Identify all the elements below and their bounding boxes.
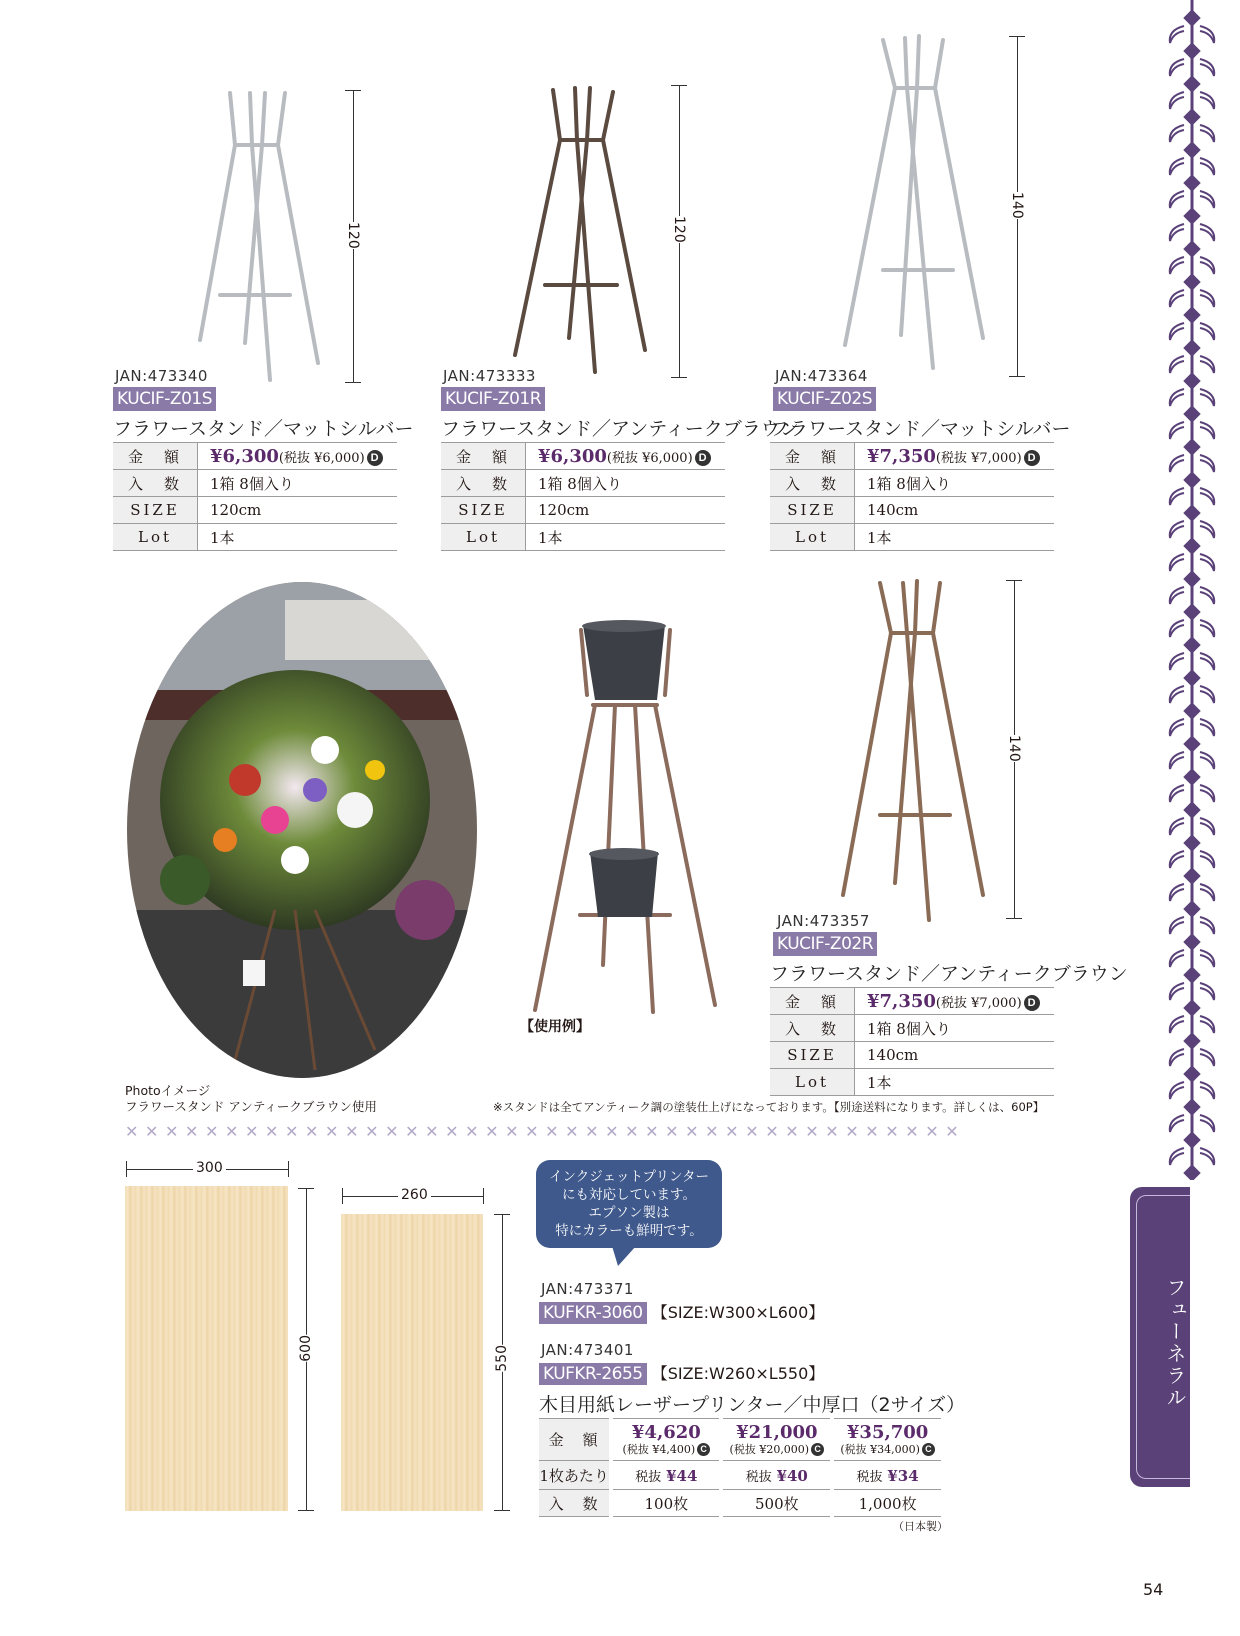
product-code: KUCIF-Z01S <box>113 387 216 411</box>
dim-label: 550 <box>494 1345 510 1372</box>
label: 入 数 <box>770 1015 855 1042</box>
ornament-scroll <box>1200 257 1214 274</box>
ornament-scroll <box>1200 26 1214 43</box>
ornament-diamond <box>1184 1132 1200 1148</box>
spec-table <box>441 442 725 551</box>
ornament-diamond <box>1184 1000 1200 1016</box>
label: 金 額 <box>113 443 198 470</box>
ornament-scroll <box>1170 620 1184 637</box>
ornament-scroll <box>1170 26 1184 43</box>
ornament-scroll <box>1200 950 1214 967</box>
size: 120cm <box>526 497 726 524</box>
tax-price: (税抜 ¥7,000) <box>935 995 1022 1011</box>
bubble-line: にも対応しています。 <box>562 1187 696 1203</box>
dim-tick <box>1006 580 1022 581</box>
label: 金 額 <box>770 443 855 470</box>
jan-code: JAN:473364 <box>775 367 868 385</box>
info-bubble <box>536 1160 722 1248</box>
ornament-scroll <box>1200 158 1214 175</box>
ornament-scroll <box>1170 488 1184 505</box>
paper-code-row <box>539 1300 824 1324</box>
ornament-diamond <box>1184 769 1200 785</box>
ornament-scroll <box>1200 422 1214 439</box>
ornament-scroll <box>1170 92 1184 109</box>
bubble-line: エプソン製は <box>588 1205 670 1221</box>
ornament-scroll <box>1170 290 1184 307</box>
caption-line: フラワースタンド アンティークブラウン使用 <box>125 1099 377 1114</box>
label: Lot <box>113 524 198 551</box>
ornament-scroll <box>1170 851 1184 868</box>
size: 140cm <box>855 1042 1055 1069</box>
ornament-diamond <box>1184 439 1200 455</box>
size-spec: 【SIZE:W260×L550】 <box>651 1364 825 1383</box>
dim-label: 300 <box>193 1160 226 1176</box>
ornament-diamond <box>1184 274 1200 290</box>
ornament-scroll <box>1170 422 1184 439</box>
ornament-scroll <box>1200 752 1214 769</box>
price: ¥7,350 <box>867 990 936 1012</box>
ornament-scroll <box>1200 455 1214 472</box>
product-code: KUFKR-3060 <box>539 1302 647 1324</box>
ornament-diamond <box>1184 175 1200 191</box>
dim-label: 140 <box>1009 192 1025 219</box>
product-name: フラワースタンド／マットシルバー <box>113 418 414 440</box>
ornament-scroll <box>1170 1082 1184 1099</box>
ornament-scroll <box>1170 686 1184 703</box>
jan-code: JAN:473357 <box>777 912 870 930</box>
quantity: 500枚 <box>721 1490 832 1517</box>
ornament-diamond <box>1184 142 1200 158</box>
ornament-scroll <box>1170 884 1184 901</box>
dim-label: 120 <box>671 216 687 243</box>
tax-price: (税抜 ¥4,400) <box>622 1442 696 1456</box>
ornament-diamond <box>1184 967 1200 983</box>
spec-table <box>113 442 397 551</box>
product-code: KUCIF-Z01R <box>441 387 545 411</box>
price: ¥21,000 <box>736 1421 818 1443</box>
ornament-scroll <box>1170 1148 1184 1165</box>
photo-caption <box>125 1083 377 1115</box>
dim-tick <box>298 1188 314 1189</box>
price: ¥6,300 <box>538 445 607 467</box>
rank-badge: C <box>811 1443 824 1456</box>
ornament-scroll <box>1200 59 1214 76</box>
ornament-diamond <box>1184 1033 1200 1049</box>
paper-code-row <box>539 1361 824 1385</box>
bubble-line: 特にカラーも鮮明です。 <box>555 1223 703 1239</box>
ornament-scroll <box>1200 587 1214 604</box>
product-code: KUCIF-Z02R <box>773 932 877 956</box>
price: ¥35,700 <box>846 1421 929 1443</box>
ornament-diamond <box>1184 340 1200 356</box>
section-tab <box>1130 1187 1190 1487</box>
ornament-diamond <box>1184 76 1200 92</box>
ornament-scroll <box>1200 1082 1214 1099</box>
ornament-scroll <box>1200 389 1214 406</box>
rank-badge: D <box>1024 450 1040 466</box>
stand-brown-120-image <box>505 80 665 380</box>
lot: 1本 <box>198 524 398 551</box>
ornament-scroll <box>1170 1016 1184 1033</box>
ornament-diamond <box>1184 241 1200 257</box>
price: ¥6,300 <box>210 445 279 467</box>
dim-tick <box>298 1510 314 1511</box>
ornament-scroll <box>1200 488 1214 505</box>
ornament-scroll <box>1200 1148 1214 1165</box>
ornament-scroll <box>1200 1016 1214 1033</box>
ornament-scroll <box>1200 521 1214 538</box>
ornament-diamond <box>1184 1165 1200 1180</box>
per-sheet-price: ¥44 <box>666 1466 698 1485</box>
wood-paper-large-image <box>125 1186 288 1511</box>
rank-badge: D <box>1024 995 1040 1011</box>
ornament-scroll <box>1200 884 1214 901</box>
flower-stand-photo <box>125 580 480 1080</box>
product-code: KUCIF-Z02S <box>773 387 876 411</box>
ornament-scroll <box>1200 719 1214 736</box>
ornament-diamond <box>1184 670 1200 686</box>
label: 入 数 <box>539 1490 611 1517</box>
page-number: 54 <box>1143 1580 1164 1599</box>
label: Lot <box>770 524 855 551</box>
lot: 1本 <box>855 1069 1055 1096</box>
product-name: フラワースタンド／マットシルバー <box>770 418 1071 440</box>
dim-label: 260 <box>398 1187 431 1203</box>
ornament-diamond <box>1184 208 1200 224</box>
label: Lot <box>441 524 526 551</box>
ornament-scroll <box>1200 191 1214 208</box>
ornament-diamond <box>1184 1099 1200 1115</box>
quantity: 1箱 8個入り <box>855 470 1055 497</box>
tax-price: (税抜 ¥7,000) <box>935 450 1022 466</box>
usage-example-image <box>525 620 730 1015</box>
size: 120cm <box>198 497 398 524</box>
origin-note: （日本製） <box>893 1520 948 1533</box>
dim-tick <box>494 1510 510 1511</box>
ornament-scroll <box>1170 785 1184 802</box>
tax-prefix: 税抜 <box>635 1469 662 1485</box>
ornament-diamond <box>1184 703 1200 719</box>
price: ¥7,350 <box>867 445 936 467</box>
dim-label: 140 <box>1006 735 1022 762</box>
stand-silver-120-image <box>190 85 340 390</box>
ornament-diamond <box>1184 505 1200 521</box>
ornament-scroll <box>1170 983 1184 1000</box>
dim-tick <box>494 1214 510 1215</box>
ornament-scroll <box>1170 719 1184 736</box>
ornament-scroll <box>1170 1049 1184 1066</box>
lot: 1本 <box>526 524 726 551</box>
ornament-scroll <box>1200 983 1214 1000</box>
label: 金 額 <box>539 1419 611 1461</box>
rank-badge: D <box>367 450 383 466</box>
ornament-scroll <box>1200 290 1214 307</box>
ornament-scroll <box>1200 1049 1214 1066</box>
ornament-scroll <box>1170 1115 1184 1132</box>
dim-tick <box>671 377 687 378</box>
ornament-scroll <box>1200 653 1214 670</box>
usage-label: 【使用例】 <box>520 1019 590 1035</box>
ornament-diamond <box>1184 802 1200 818</box>
dim-tick <box>1009 36 1025 37</box>
ornament-scroll <box>1170 158 1184 175</box>
paper-price-table <box>539 1418 941 1517</box>
label: SIZE <box>441 497 526 524</box>
rank-badge: C <box>697 1443 710 1456</box>
label: 1枚あたり <box>539 1461 611 1490</box>
ornament-scroll <box>1200 323 1214 340</box>
label: 金 額 <box>770 988 855 1015</box>
quantity: 1箱 8個入り <box>526 470 726 497</box>
ornament-diamond <box>1184 571 1200 587</box>
ornament-diamond <box>1184 538 1200 554</box>
ornament-scroll <box>1170 191 1184 208</box>
caption-line: Photoイメージ <box>125 1083 211 1098</box>
ornament-scroll <box>1170 818 1184 835</box>
label: SIZE <box>770 497 855 524</box>
quantity: 1箱 8個入り <box>855 1015 1055 1042</box>
shipping-note: ※スタンドは全てアンティーク調の塗装仕上げになっております。【別途送料になります。詳しくは、60P】 <box>493 1100 1045 1114</box>
quantity: 1,000枚 <box>832 1490 941 1517</box>
spec-table <box>770 987 1054 1096</box>
ornament-diamond <box>1184 373 1200 389</box>
per-sheet-price: ¥40 <box>776 1466 808 1485</box>
dim-tick <box>345 382 361 383</box>
ornament-scroll <box>1170 59 1184 76</box>
spec-table <box>770 442 1054 551</box>
ornament-scroll <box>1170 257 1184 274</box>
dim-tick <box>288 1161 289 1177</box>
tax-price: (税抜 ¥34,000) <box>840 1442 920 1456</box>
separator-row: ✕✕✕✕✕✕✕✕✕✕✕✕✕✕✕✕✕✕✕✕✕✕✕✕✕✕✕✕✕✕✕✕✕✕✕✕✕✕✕✕✕✕ <box>125 1122 966 1141</box>
ornament-scroll <box>1200 620 1214 637</box>
ornament-diamond <box>1184 10 1200 26</box>
jan-code: JAN:473401 <box>541 1341 634 1359</box>
product-code: KUFKR-2655 <box>539 1363 647 1385</box>
rank-badge: C <box>922 1443 935 1456</box>
ornament-diamond <box>1184 934 1200 950</box>
dim-tick <box>342 1188 343 1204</box>
dim-tick <box>1009 376 1025 377</box>
ornament-scroll <box>1200 686 1214 703</box>
ornament-diamond <box>1184 736 1200 752</box>
label: 入 数 <box>113 470 198 497</box>
ornament-scroll <box>1200 554 1214 571</box>
ornament-scroll <box>1170 752 1184 769</box>
rank-badge: D <box>695 450 711 466</box>
ornament-scroll <box>1200 1115 1214 1132</box>
ornament-diamond <box>1184 637 1200 653</box>
ornament-diamond <box>1184 307 1200 323</box>
ornament-border <box>1140 0 1240 1180</box>
label: SIZE <box>113 497 198 524</box>
ornament-scroll <box>1170 323 1184 340</box>
stand-silver-140-image <box>835 30 1000 375</box>
dim-label: 120 <box>345 222 361 249</box>
dim-tick <box>483 1188 484 1204</box>
ornament-diamond <box>1184 901 1200 917</box>
label: Lot <box>770 1069 855 1096</box>
ornament-diamond <box>1184 604 1200 620</box>
ornament-diamond <box>1184 1066 1200 1082</box>
jan-code: JAN:473333 <box>443 367 536 385</box>
price: ¥4,620 <box>631 1421 701 1443</box>
product-name: フラワースタンド／アンティークブラウン <box>441 418 799 440</box>
ornament-scroll <box>1200 917 1214 934</box>
tax-price: (税抜 ¥6,000) <box>606 450 693 466</box>
ornament-scroll <box>1170 554 1184 571</box>
ornament-scroll <box>1200 851 1214 868</box>
dim-label: 600 <box>298 1335 314 1362</box>
ornament-scroll <box>1170 521 1184 538</box>
ornament-diamond <box>1184 109 1200 125</box>
dim-tick <box>671 85 687 86</box>
ornament-diamond <box>1184 406 1200 422</box>
tax-prefix: 税抜 <box>856 1469 883 1485</box>
ornament-scroll <box>1170 224 1184 241</box>
ornament-scroll <box>1170 356 1184 373</box>
per-sheet-price: ¥34 <box>887 1466 919 1485</box>
ornament-diamond <box>1184 472 1200 488</box>
ornament-scroll <box>1200 92 1214 109</box>
ornament-scroll <box>1170 125 1184 142</box>
tax-price: (税抜 ¥6,000) <box>278 450 365 466</box>
bubble-line: インクジェットプリンター <box>549 1169 709 1185</box>
jan-code: JAN:473371 <box>541 1280 634 1298</box>
lot: 1本 <box>855 524 1055 551</box>
ornament-diamond <box>1184 835 1200 851</box>
ornament-diamond <box>1184 868 1200 884</box>
tax-price: (税抜 ¥20,000) <box>729 1442 810 1456</box>
stand-brown-140-image <box>835 575 995 925</box>
wood-paper-small-image <box>341 1214 483 1511</box>
product-name: 木目用紙レーザープリンター／中厚口（2サイズ） <box>539 1394 966 1416</box>
size: 140cm <box>855 497 1055 524</box>
tax-prefix: 税抜 <box>745 1469 772 1485</box>
ornament-scroll <box>1170 389 1184 406</box>
label: SIZE <box>770 1042 855 1069</box>
quantity: 100枚 <box>611 1490 721 1517</box>
dim-tick <box>1006 918 1022 919</box>
ornament-scroll <box>1200 356 1214 373</box>
label: 入 数 <box>770 470 855 497</box>
jan-code: JAN:473340 <box>115 367 208 385</box>
bubble-tail <box>612 1246 636 1268</box>
dim-tick <box>126 1161 127 1177</box>
ornament-scroll <box>1170 455 1184 472</box>
label: 金 額 <box>441 443 526 470</box>
ornament-scroll <box>1170 950 1184 967</box>
ornament-scroll <box>1170 653 1184 670</box>
ornament-scroll <box>1200 818 1214 835</box>
ornament-scroll <box>1200 224 1214 241</box>
ornament-scroll <box>1170 917 1184 934</box>
product-name: フラワースタンド／アンティークブラウン <box>770 963 1128 985</box>
ornament-scroll <box>1200 785 1214 802</box>
dim-tick <box>345 90 361 91</box>
section-tab-label: フューネラル <box>1163 1277 1187 1409</box>
label: 入 数 <box>441 470 526 497</box>
ornament-scroll <box>1170 587 1184 604</box>
ornament-scroll <box>1200 125 1214 142</box>
quantity: 1箱 8個入り <box>198 470 398 497</box>
ornament-diamond <box>1184 43 1200 59</box>
size-spec: 【SIZE:W300×L600】 <box>651 1303 825 1322</box>
